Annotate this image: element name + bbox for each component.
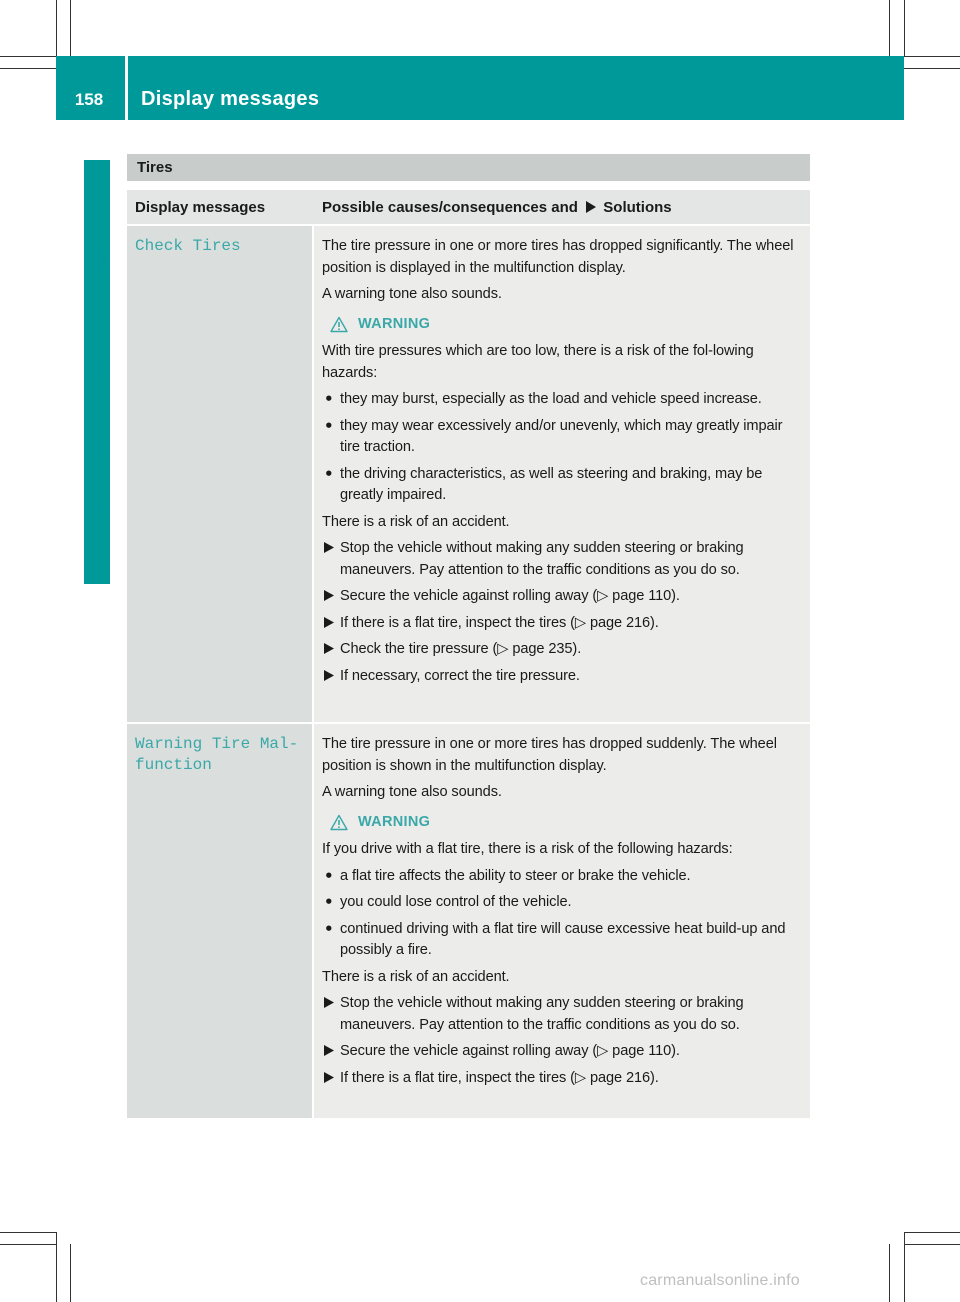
column-header-messages: Display messages [135, 199, 266, 216]
header-separator [125, 56, 128, 120]
crop-mark [70, 1244, 71, 1302]
crop-mark [0, 68, 56, 69]
step-item [322, 666, 804, 688]
crop-mark [889, 0, 890, 56]
solutions-cell [314, 226, 810, 722]
hazard-item [322, 416, 804, 459]
crop-mark [904, 1232, 905, 1302]
table-header [127, 190, 810, 226]
hazard-text: continued driving with a flat tire will cause excessive heat build-up and possibly a fire. [340, 920, 786, 958]
cause-text: The tire pressure in one or more tires has dropped significantly. The wheel position is displayed in the multifunction display. [322, 238, 794, 276]
action-arrow-icon [322, 1041, 340, 1063]
display-message-line1: Check Tires [135, 237, 241, 255]
crop-mark [904, 1232, 960, 1233]
crop-mark [0, 1244, 56, 1245]
step-text: Stop the vehicle without making any sudden steering or braking maneuvers. Pay attention to the traffic conditions as you do so. [340, 540, 744, 578]
bullet-dot: • [324, 390, 334, 408]
hazard-text: you could lose control of the vehicle. [340, 894, 572, 910]
hazard-item [322, 464, 804, 507]
hazard-list [322, 866, 804, 962]
step-text: Stop the vehicle without making any sudden steering or braking maneuvers. Pay attention to the traffic conditions as you do so. [340, 995, 744, 1033]
crop-mark [0, 56, 56, 57]
side-tab-label: On-board computer and displays [87, 208, 109, 528]
warning-triangle-icon [330, 316, 348, 333]
warning-label: WARNING [358, 813, 431, 830]
step-text: If necessary, correct the tire pressure. [340, 667, 580, 684]
step-item [322, 538, 804, 581]
column-header-causes-prefix: Possible causes/consequences and [322, 199, 578, 216]
hazard-text: they may wear excessively and/or unevenly, which may greatly impair tire traction. [340, 417, 783, 455]
hazard-item [322, 866, 804, 888]
warning-text: With tire pressures which are too low, there is a risk of the fol-lowing hazards: [322, 343, 754, 381]
step-item [322, 613, 804, 635]
column-header-causes [314, 190, 810, 224]
crop-mark [904, 0, 905, 56]
action-arrow-icon [322, 538, 340, 581]
warning-triangle-icon [330, 814, 348, 831]
step-text: If there is a flat tire, inspect the tires (▷ page 216). [340, 614, 659, 631]
display-message-line2: function [135, 756, 212, 774]
crop-mark [889, 1244, 890, 1302]
watermark: carmanualsonline.info [640, 1272, 800, 1289]
action-arrow-icon [322, 586, 340, 608]
action-arrow-icon [322, 993, 340, 1036]
bullet-dot: • [324, 416, 334, 435]
crop-mark [70, 0, 71, 56]
warning-label: WARNING [358, 315, 431, 332]
action-arrow-icon [585, 201, 597, 213]
page-number: 158 [74, 90, 104, 109]
tone-text: A warning tone also sounds. [322, 784, 502, 800]
step-item [322, 639, 804, 661]
hazard-item [322, 389, 804, 411]
message-cell [127, 724, 314, 1118]
hazard-text: they may burst, especially as the load and vehicle speed increase. [340, 391, 762, 407]
step-item [322, 1041, 804, 1063]
crop-mark [904, 56, 960, 57]
warning-text: If you drive with a flat tire, there is a risk of the following hazards: [322, 841, 733, 857]
risk-text: There is a risk of an accident. [322, 513, 510, 530]
section-title: Tires [137, 159, 173, 176]
warning-heading [330, 812, 804, 834]
action-arrow-icon [322, 1068, 340, 1090]
display-messages-table [127, 190, 810, 1120]
tone-text: A warning tone also sounds. [322, 286, 502, 302]
bullet-dot: • [324, 866, 334, 885]
step-item [322, 1068, 804, 1090]
bullet-dot: • [324, 893, 334, 911]
chapter-title: Display messages [141, 88, 320, 110]
crop-mark [0, 1232, 56, 1233]
steps-list [322, 993, 804, 1089]
action-arrow-icon [322, 639, 340, 661]
risk-text: There is a risk of an accident. [322, 968, 510, 985]
hazard-item [322, 919, 804, 962]
table-row [127, 226, 810, 724]
solutions-cell [314, 724, 810, 1118]
crop-mark [56, 1232, 57, 1302]
action-arrow-icon [322, 666, 340, 688]
crop-mark [904, 68, 960, 69]
crop-mark [904, 1244, 960, 1245]
step-item [322, 586, 804, 608]
step-text: Secure the vehicle against rolling away (▷ page 110). [340, 588, 680, 604]
table-body [127, 226, 810, 1120]
hazard-item [322, 892, 804, 914]
bullet-dot: • [324, 919, 334, 938]
hazard-text: the driving characteristics, as well as steering and braking, may be greatly impaired. [340, 465, 763, 503]
step-text: Check the tire pressure (▷ page 235). [340, 641, 582, 657]
action-arrow-icon [322, 613, 340, 635]
hazard-list [322, 389, 804, 507]
display-message-line1: Warning Tire Mal‐ [135, 735, 299, 753]
step-item [322, 993, 804, 1036]
step-text: If there is a flat tire, inspect the tires (▷ page 216). [340, 1069, 659, 1086]
section-bar [127, 154, 810, 181]
warning-heading [330, 314, 804, 336]
hazard-text: a flat tire affects the ability to steer or brake the vehicle. [340, 867, 691, 884]
column-header-causes-suffix: Solutions [603, 199, 672, 216]
message-cell [127, 226, 314, 722]
steps-list [322, 538, 804, 687]
bullet-dot: • [324, 464, 334, 483]
step-text: Secure the vehicle against rolling away (▷ page 110). [340, 1043, 680, 1059]
cause-text: The tire pressure in one or more tires has dropped suddenly. The wheel position is shown in the multifunction display. [322, 736, 777, 774]
crop-mark [56, 0, 57, 56]
table-row [127, 724, 810, 1120]
